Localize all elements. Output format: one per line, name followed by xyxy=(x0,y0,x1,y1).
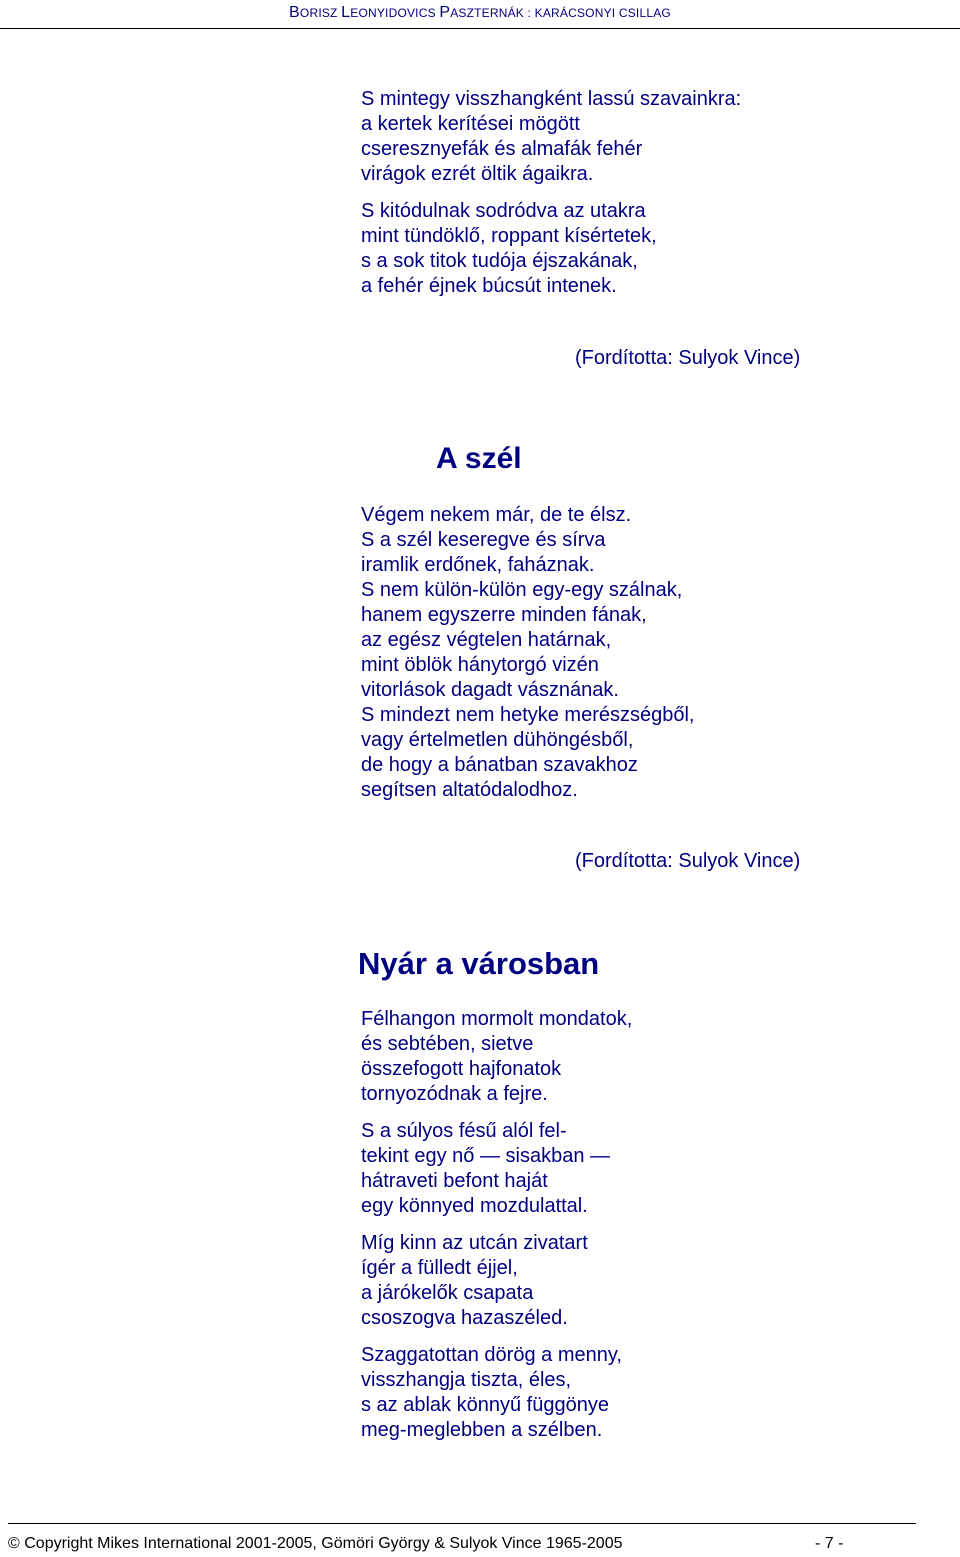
verse-line: egy könnyed mozdulattal. xyxy=(361,1195,588,1217)
verse-line: S mintegy visszhangként lassú szavainkra: xyxy=(361,88,742,110)
header-part: EONYIDOVICS xyxy=(350,6,440,20)
poem1-stanza2 xyxy=(361,199,657,299)
footer-divider xyxy=(8,1523,916,1524)
verse-line: virágok ezrét öltik ágaikra. xyxy=(361,163,594,185)
poem3-stanza4 xyxy=(361,1343,622,1443)
poem3-stanza1 xyxy=(361,1007,632,1107)
verse-line: vitorlások dagadt vásznának. xyxy=(361,679,619,701)
verse-line: de hogy a bánatban szavakhoz xyxy=(361,754,638,776)
verse-line: meg-meglebben a szélben. xyxy=(361,1419,603,1441)
verse-line: S nem külön-külön egy-egy szálnak, xyxy=(361,579,683,601)
verse-line: ígér a fülledt éjjel, xyxy=(361,1257,518,1279)
verse-line: hanem egyszerre minden fának, xyxy=(361,604,647,626)
poem-title: A szél xyxy=(436,442,522,475)
verse-line: s a sok titok tudója éjszakának, xyxy=(361,250,638,272)
running-header xyxy=(0,4,960,22)
verse-line: a járókelők csapata xyxy=(361,1282,534,1304)
verse-line: vagy értelmetlen dühöngésből, xyxy=(361,729,634,751)
verse-line: a kertek kerítései mögött xyxy=(361,113,580,135)
header-part: L xyxy=(341,4,351,21)
translator-credit: (Fordította: Sulyok Vince) xyxy=(575,850,801,872)
poem2-body xyxy=(361,503,695,803)
verse-line: Végem nekem már, de te élsz. xyxy=(361,504,632,526)
poem3-stanza3 xyxy=(361,1231,588,1331)
header-part: P xyxy=(439,4,451,21)
verse-line: Félhangon mormolt mondatok, xyxy=(361,1008,633,1030)
verse-line: csoszogva hazaszéled. xyxy=(361,1307,568,1329)
verse-line: mint öblök hánytorgó vizén xyxy=(361,654,599,676)
verse-line: S a súlyos fésű alól fel- xyxy=(361,1120,567,1142)
poem1-stanza1 xyxy=(361,87,741,187)
verse-line: iramlik erdőnek, faháznak. xyxy=(361,554,595,576)
verse-line: s az ablak könnyű függönye xyxy=(361,1394,609,1416)
verse-line: cseresznyefák és almafák fehér xyxy=(361,138,643,160)
verse-line: hátraveti befont haját xyxy=(361,1170,548,1192)
copyright-notice: © Copyright Mikes International 2001-2005, Gömöri György & Sulyok Vince 1965-2005 xyxy=(8,1535,623,1552)
poem3-stanza2 xyxy=(361,1119,610,1219)
page-number: - 7 - xyxy=(815,1535,844,1552)
verse-line: az egész végtelen határnak, xyxy=(361,629,612,651)
verse-line: S kitódulnak sodródva az utakra xyxy=(361,200,646,222)
verse-line: S a szél keseregve és sírva xyxy=(361,529,606,551)
verse-line: S mindezt nem hetyke merészségből, xyxy=(361,704,695,726)
verse-line: tornyozódnak a fejre. xyxy=(361,1083,548,1105)
translator-credit: (Fordította: Sulyok Vince) xyxy=(575,347,801,369)
verse-line: segítsen altatódalodhoz. xyxy=(361,779,578,801)
verse-line: Szaggatottan dörög a menny, xyxy=(361,1344,622,1366)
header-part: ASZTERNÁK : KARÁCSONYI CSILLAG xyxy=(450,6,671,20)
header-divider xyxy=(0,28,960,29)
verse-line: visszhangja tiszta, éles, xyxy=(361,1369,572,1391)
header-part: ORISZ xyxy=(299,6,342,20)
verse-line: Míg kinn az utcán zivatart xyxy=(361,1232,588,1254)
verse-line: és sebtében, sietve xyxy=(361,1033,534,1055)
verse-line: a fehér éjnek búcsút intenek. xyxy=(361,275,617,297)
verse-line: mint tündöklő, roppant kísértetek, xyxy=(361,225,657,247)
header-part: B xyxy=(289,4,300,21)
verse-line: tekint egy nő — sisakban — xyxy=(361,1145,611,1167)
verse-line: összefogott hajfonatok xyxy=(361,1058,562,1080)
poem-title: Nyár a városban xyxy=(358,946,600,981)
